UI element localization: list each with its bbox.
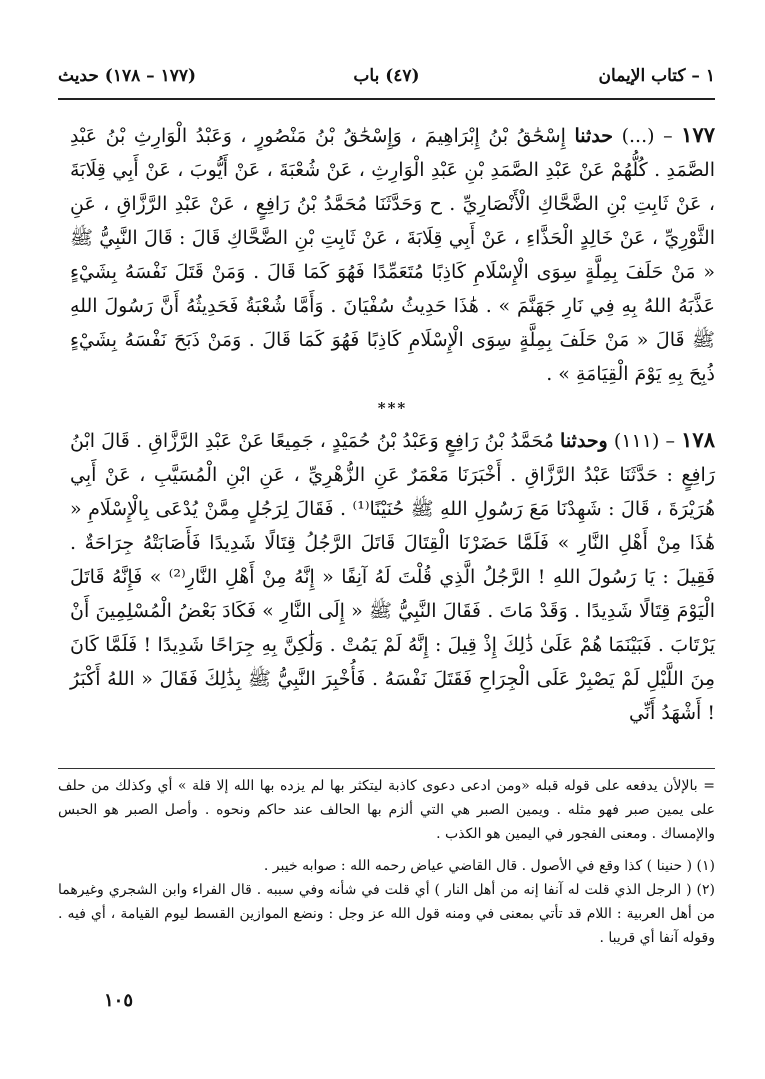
section-separator: *** xyxy=(377,399,408,417)
footnote-rule xyxy=(58,768,715,769)
hadith-paren: (١١١) xyxy=(613,430,660,452)
running-header xyxy=(58,62,715,96)
hadith-body: إِسْحَٰقُ بْنُ إِبْرَاهِيمَ ، وَإِسْحَٰقُ بْنُ مَنْصُورٍ ، وَعَبْدُ الْوَارِثِ بْنُ عَبْدِ الصَّمَدِ . كُلُّهُمْ عَنْ عَبْدِ الصَّمَدِ بْنِ عَبْدِ الْوَارِثِ ، عَنْ شُعْبَةَ ، عَنْ أَيُّوبَ ، عَنْ أَبِي قِلَابَةَ ، عَنْ ثَابِتِ بْنِ الضَّحَّاكِ الْأَنْصَارِيِّ . ح وَحَدَّثَنَا مُحَمَّدُ بْنُ رَافِعٍ ، عَنْ عَبْدِ الرَّزَّاقِ ، عَنِ الثَّوْرِيِّ ، عَنْ خَالِدٍ الْحَذَّاءِ ، عَنْ أَبِي قِلَابَةَ ، عَنْ ثَابِتِ بْنِ الضَّحَّاكِ قَالَ : قَالَ النَّبِيُّ ﷺ « مَنْ حَلَفَ بِمِلَّةٍ سِوَى الْإِسْلَامِ كَاذِبًا مُتَعَمِّدًا فَهُوَ كَمَا قَالَ . وَمَنْ قَتَلَ نَفْسَهُ بِشَيْءٍ عَذَّبَهُ اللهُ بِهِ فِي نَارِ جَهَنَّمَ » . هَٰذَا حَدِيثُ سُفْيَانَ . وَأَمَّا شُعْبَةُ فَحَدِيثُهُ أَنَّ رَسُولَ اللهِ ﷺ قَالَ « مَنْ حَلَفَ بِمِلَّةٍ سِوَى الْإِسْلَامِ كَاذِبًا فَهُوَ كَمَا قَالَ . وَمَنْ ذَبَحَ نَفْسَهُ بِشَيْءٍ ذُبِحَ بِهِ يَوْمَ الْقِيَامَةِ » . xyxy=(70,125,715,385)
book-title: ١ – كتاب الإيمان xyxy=(598,66,715,86)
footnote-gap xyxy=(58,846,715,854)
hadith-paren: (...) xyxy=(621,125,655,147)
header-rule xyxy=(58,98,715,100)
hadith-number: ١٧٨ xyxy=(681,427,715,452)
haddathana-keyword: حدثنا xyxy=(574,125,614,147)
haddathana-keyword: وحدثنا xyxy=(560,430,608,452)
main-text xyxy=(70,118,715,730)
footnote-1: (١) ( حنينا ) كذا وقع في الأصول . قال القاضي عياض رحمه الله : صوابه خيبر . xyxy=(263,858,715,874)
hadith-body: مُحَمَّدُ بْنُ رَافِعٍ وَعَبْدُ بْنُ حُمَيْدٍ ، جَمِيعًا عَنْ عَبْدِ الرَّزَّاقِ . قَالَ ابْنُ رَافِعٍ : حَدَّثَنَا عَبْدُ الرَّزَّاقِ . أَخْبَرَنَا مَعْمَرٌ عَنِ الزُّهْرِيِّ ، عَنِ ابْنِ الْمُسَيَّبِ ، عَنْ أَبِي هُرَيْرَةَ ، قَالَ : شَهِدْنَا مَعَ رَسُولِ اللهِ ﷺ حُنَيْنًا⁽¹⁾ . فَقَالَ لِرَجُلٍ مِمَّنْ يُدْعَى بِالْإِسْلَامِ « هَٰذَا مِنْ أَهْلِ النَّارِ » فَلَمَّا حَضَرْنَا الْقِتَالَ قَاتَلَ الرَّجُلُ قِتَالًا شَدِيدًا فَأَصَابَتْهُ جِرَاحَةٌ . فَقِيلَ : يَا رَسُولَ اللهِ ! الرَّجُلُ الَّذِي قُلْتَ لَهُ آنِفًا « إِنَّهُ مِنْ أَهْلِ النَّارِ⁽²⁾ » فَإِنَّهُ قَاتَلَ الْيَوْمَ قِتَالًا شَدِيدًا . وَقَدْ مَاتَ . فَقَالَ النَّبِيُّ ﷺ « إِلَى النَّارِ » فَكَادَ بَعْضُ الْمُسْلِمِينَ أَنْ يَرْتَابَ . فَبَيْنَمَا هُمْ عَلَىٰ ذَٰلِكَ إِذْ قِيلَ : إِنَّهُ لَمْ يَمُتْ . وَلَٰكِنَّ بِهِ جِرَاحًا شَدِيدًا ! فَلَمَّا كَانَ مِنَ اللَّيْلِ لَمْ يَصْبِرْ عَلَى الْجِرَاحِ فَقَتَلَ نَفْسَهُ . فَأُخْبِرَ النَّبِيُّ ﷺ بِذَٰلِكَ فَقَالَ « اللهُ أَكْبَرُ ! أَشْهَدُ أَنِّي xyxy=(70,430,715,724)
footnote-2: (٢) ( الرجل الذي قلت له آنفا إنه من أهل النار ) أي قلت في شأنه وفي سببه . قال الفراء وابن الشجري وغيرهما من أهل العربية : اللام قد تأتي بمعنى في ومنه قول الله عز وجل : ونضع الموازين القسط ليوم القيامة ، أي فيه . وقوله آنفا أي قريبا . xyxy=(58,882,715,946)
footnotes xyxy=(58,774,715,950)
page-number: ١٠٥ xyxy=(104,990,134,1011)
hadith-range: (١٧٧ – ١٧٨) حديث xyxy=(58,66,197,86)
hadith-number: ١٧٧ xyxy=(681,122,716,147)
hadith-178: ١٧٨ – (١١١) وحدثنا مُحَمَّدُ بْنُ رَافِعٍ وَعَبْدُ بْنُ حُمَيْدٍ ، جَمِيعًا عَنْ عَبْدِ الرَّزَّاقِ . قَالَ ابْنُ رَافِعٍ : حَدَّثَنَا عَبْدُ الرَّزَّاقِ . أَخْبَرَنَا مَعْمَرٌ عَنِ الزُّهْرِيِّ ، عَنِ ابْنِ الْمُسَيَّبِ ، عَنْ أَبِي هُرَيْرَةَ ، قَالَ : شَهِدْنَا مَعَ رَسُولِ اللهِ ﷺ حُنَيْنًا⁽¹⁾ . فَقَالَ لِرَجُلٍ مِمَّنْ يُدْعَى بِالْإِسْلَامِ « هَٰذَا مِنْ أَهْلِ النَّارِ » فَلَمَّا حَضَرْنَا الْقِتَالَ قَاتَلَ الرَّجُلُ قِتَالًا شَدِيدًا فَأَصَابَتْهُ جِرَاحَةٌ . فَقِيلَ : يَا رَسُولَ اللهِ ! الرَّجُلُ الَّذِي قُلْتَ لَهُ آنِفًا « إِنَّهُ مِنْ أَهْلِ النَّارِ⁽²⁾ » فَإِنَّهُ قَاتَلَ الْيَوْمَ قِتَالًا شَدِيدًا . وَقَدْ مَاتَ . فَقَالَ النَّبِيُّ ﷺ « إِلَى النَّارِ » فَكَادَ بَعْضُ الْمُسْلِمِينَ أَنْ يَرْتَابَ . فَبَيْنَمَا هُمْ عَلَىٰ ذَٰلِكَ إِذْ قِيلَ : إِنَّهُ لَمْ يَمُتْ . وَلَٰكِنَّ بِهِ جِرَاحًا شَدِيدًا ! فَلَمَّا كَانَ مِنَ اللَّيْلِ لَمْ يَصْبِرْ عَلَى الْجِرَاحِ فَقَتَلَ نَفْسَهُ . فَأُخْبِرَ النَّبِيُّ ﷺ بِذَٰلِكَ فَقَالَ « اللهُ أَكْبَرُ ! أَشْهَدُ أَنِّي xyxy=(70,427,715,724)
chapter-label: (٤٧) باب xyxy=(353,66,420,86)
footnote-continuation: = بالإلأن يدفعه على قوله قبله «ومن ادعى دعوى كاذبة ليتكثر بها لم يزده بها الله إلا قلة » أي وكذلك من حلف على يمين صبر فهو مثله . ويمين الصبر هي التي ألزم بها الحالف عند حاكم ونحوه . وأصل الصبر هو الحبس والإمساك . ومعنى الفجور في اليمين هو الكذب . xyxy=(58,778,715,842)
hadith-177: ١٧٧ – (...) حدثنا إِسْحَٰقُ بْنُ إِبْرَاهِيمَ ، وَإِسْحَٰقُ بْنُ مَنْصُورٍ ، وَعَبْدُ الْوَارِثِ بْنُ عَبْدِ الصَّمَدِ . كُلُّهُمْ عَنْ عَبْدِ الصَّمَدِ بْنِ عَبْدِ الْوَارِثِ ، عَنْ شُعْبَةَ ، عَنْ أَيُّوبَ ، عَنْ أَبِي قِلَابَةَ ، عَنْ ثَابِتِ بْنِ الضَّحَّاكِ الْأَنْصَارِيِّ . ح وَحَدَّثَنَا مُحَمَّدُ بْنُ رَافِعٍ ، عَنْ عَبْدِ الرَّزَّاقِ ، عَنِ الثَّوْرِيِّ ، عَنْ خَالِدٍ الْحَذَّاءِ ، عَنْ أَبِي قِلَابَةَ ، عَنْ ثَابِتِ بْنِ الضَّحَّاكِ قَالَ : قَالَ النَّبِيُّ ﷺ « مَنْ حَلَفَ بِمِلَّةٍ سِوَى الْإِسْلَامِ كَاذِبًا مُتَعَمِّدًا فَهُوَ كَمَا قَالَ . وَمَنْ قَتَلَ نَفْسَهُ بِشَيْءٍ عَذَّبَهُ اللهُ بِهِ فِي نَارِ جَهَنَّمَ » . هَٰذَا حَدِيثُ سُفْيَانَ . وَأَمَّا شُعْبَةُ فَحَدِيثُهُ أَنَّ رَسُولَ اللهِ ﷺ قَالَ « مَنْ حَلَفَ بِمِلَّةٍ سِوَى الْإِسْلَامِ كَاذِبًا فَهُوَ كَمَا قَالَ . وَمَنْ ذَبَحَ نَفْسَهُ بِشَيْءٍ ذُبِحَ بِهِ يَوْمَ الْقِيَامَةِ » . xyxy=(70,122,716,385)
